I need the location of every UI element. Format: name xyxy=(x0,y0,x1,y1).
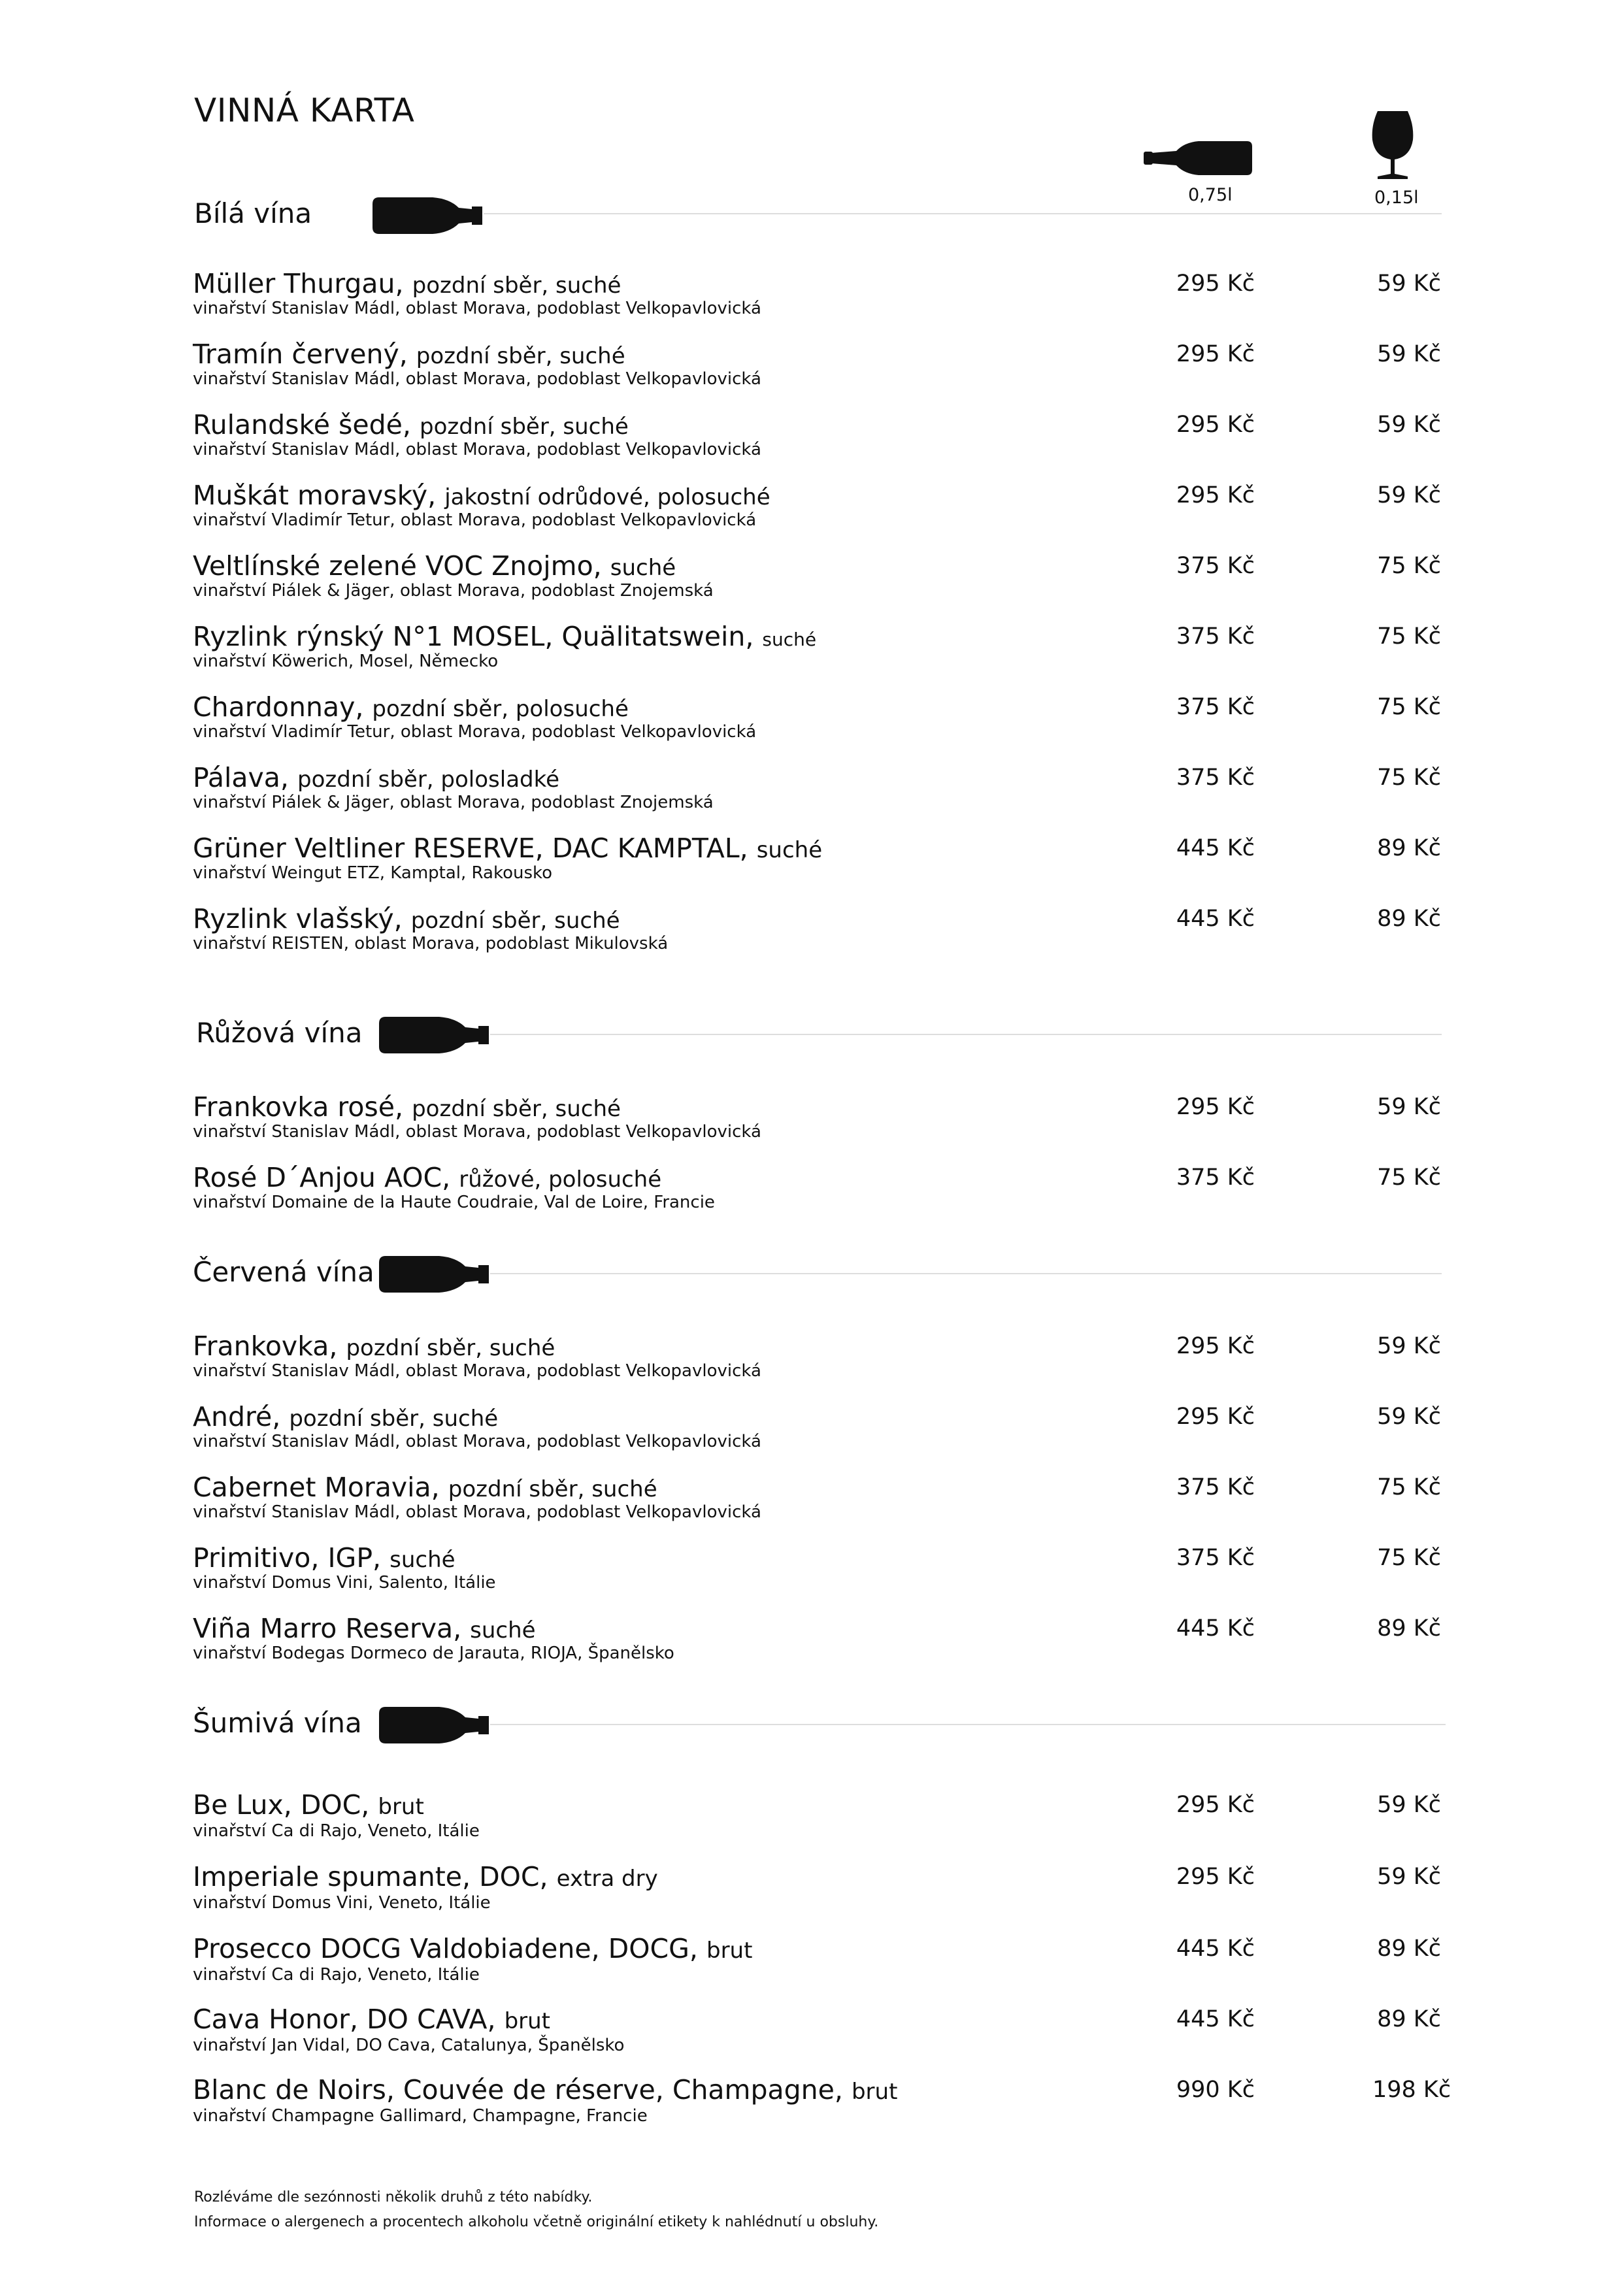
bottle-price: 375 Kč xyxy=(1176,765,1255,791)
glass-price: 59 Kč xyxy=(1377,482,1441,508)
wine-row xyxy=(193,2075,897,2105)
wine-row xyxy=(193,1934,752,1964)
glass-price: 75 Kč xyxy=(1377,765,1441,791)
wine-desc: brut xyxy=(706,1938,753,1964)
glass-price: 89 Kč xyxy=(1377,835,1441,861)
winery-info: vinařství Köwerich, Mosel, Německo xyxy=(193,652,499,671)
winery-info: vinařství Bodegas Dormeco de Jarauta, RIOJA, Španělsko xyxy=(193,1643,674,1663)
bottle-price: 295 Kč xyxy=(1176,1094,1255,1120)
wine-desc: pozdní sběr, suché xyxy=(448,1476,657,1502)
wine-bottle-icon xyxy=(1144,139,1253,178)
winery-info: vinařství Ca di Rajo, Veneto, Itálie xyxy=(193,1965,480,1985)
winery-info: vinařství Domus Vini, Salento, Itálie xyxy=(193,1573,496,1593)
bottle-price: 375 Kč xyxy=(1176,1164,1255,1191)
wine-desc: suché xyxy=(756,837,823,863)
section-divider xyxy=(490,1724,1446,1725)
winery-info: vinařství Stanislav Mádl, oblast Morava, podoblast Velkopavlovická xyxy=(193,299,761,318)
bottle-price: 295 Kč xyxy=(1176,341,1255,367)
winery-info: vinařství Stanislav Mádl, oblast Morava, podoblast Velkopavlovická xyxy=(193,1432,761,1451)
wine-desc: suché xyxy=(470,1617,536,1643)
wine-name: Ryzlink rýnský N°1 MOSEL, Quälitatswein, xyxy=(193,621,754,652)
glass-price: 59 Kč xyxy=(1377,341,1441,367)
glass-price: 75 Kč xyxy=(1377,1545,1441,1571)
glass-price: 59 Kč xyxy=(1377,1333,1441,1359)
bottle-price: 295 Kč xyxy=(1176,482,1255,508)
section-title-red: Červená vína xyxy=(193,1256,374,1288)
section-title-sparkling: Šumivá vína xyxy=(193,1707,362,1739)
bottle-icon xyxy=(379,1707,489,1743)
wine-row xyxy=(193,1332,555,1361)
wine-desc: pozdní sběr, suché xyxy=(410,908,620,934)
glass-price: 59 Kč xyxy=(1377,1864,1441,1890)
wine-name: Cabernet Moravia, xyxy=(193,1472,440,1503)
glass-price: 89 Kč xyxy=(1377,1936,1441,1962)
wine-name: Cava Honor, DO CAVA, xyxy=(193,2004,496,2035)
bottle-volume-label: 0,75l xyxy=(1188,185,1233,205)
wine-name: Müller Thurgau, xyxy=(193,268,404,299)
wine-row xyxy=(193,410,629,440)
wine-row xyxy=(193,1862,658,1892)
winery-info: vinařství Stanislav Mádl, oblast Morava, podoblast Velkopavlovická xyxy=(193,1122,761,1142)
bottle-price: 375 Kč xyxy=(1176,623,1255,650)
wine-row xyxy=(193,1544,456,1573)
wine-name: Chardonnay, xyxy=(193,691,364,723)
wine-desc: suché xyxy=(389,1547,456,1573)
wine-desc: extra dry xyxy=(556,1866,658,1892)
glass-price: 75 Kč xyxy=(1377,1474,1441,1500)
wine-row xyxy=(193,1163,661,1193)
wine-desc: pozdní sběr, suché xyxy=(289,1406,499,1432)
winery-info: vinařství Vladimír Tetur, oblast Morava, podoblast Velkopavlovická xyxy=(193,510,757,530)
bottle-price: 375 Kč xyxy=(1176,694,1255,720)
wine-row xyxy=(193,340,625,369)
wine-row xyxy=(193,904,620,934)
wine-name: Rulandské šedé, xyxy=(193,409,411,440)
bottle-icon xyxy=(373,197,482,234)
glass-price: 59 Kč xyxy=(1377,1792,1441,1818)
wine-glass-icon xyxy=(1370,110,1416,180)
glass-price: 59 Kč xyxy=(1377,1404,1441,1430)
wine-desc: suché xyxy=(762,629,817,650)
bottle-price: 445 Kč xyxy=(1176,835,1255,861)
section-divider xyxy=(490,1034,1442,1035)
section-divider xyxy=(490,1273,1442,1274)
winery-info: vinařství Stanislav Mádl, oblast Morava, podoblast Velkopavlovická xyxy=(193,369,761,389)
bottle-price: 295 Kč xyxy=(1176,1792,1255,1818)
section-title-rose: Růžová vína xyxy=(196,1017,363,1049)
bottle-price: 445 Kč xyxy=(1176,1936,1255,1962)
bottle-price: 295 Kč xyxy=(1176,412,1255,438)
wine-row xyxy=(193,1791,424,1820)
wine-name: Ryzlink vlašský, xyxy=(193,903,403,934)
wine-row xyxy=(193,622,816,652)
section-title-white: Bílá vína xyxy=(194,197,312,229)
wine-name: Imperiale spumante, DOC, xyxy=(193,1861,548,1892)
winery-info: vinařství Weingut ETZ, Kamptal, Rakousko xyxy=(193,863,553,883)
wine-desc: pozdní sběr, polosladké xyxy=(297,767,560,793)
glass-price: 75 Kč xyxy=(1377,1164,1441,1191)
wine-row xyxy=(193,269,621,299)
winery-info: vinařství Piálek & Jäger, oblast Morava, podoblast Znojemská xyxy=(193,581,714,601)
section-divider xyxy=(484,213,1442,214)
glass-price: 89 Kč xyxy=(1377,906,1441,932)
bottle-price: 375 Kč xyxy=(1176,1474,1255,1500)
glass-price: 89 Kč xyxy=(1377,1615,1441,1642)
wine-desc: pozdní sběr, suché xyxy=(412,1096,621,1122)
glass-price: 59 Kč xyxy=(1377,271,1441,297)
wine-row xyxy=(193,552,676,581)
wine-row xyxy=(193,693,629,722)
wine-row xyxy=(193,1614,536,1643)
wine-desc: brut xyxy=(378,1794,424,1820)
wine-desc: pozdní sběr, suché xyxy=(346,1335,555,1361)
bottle-price: 445 Kč xyxy=(1176,2006,1255,2032)
bottle-icon xyxy=(379,1256,489,1293)
winery-info: vinařství Ca di Rajo, Veneto, Itálie xyxy=(193,1821,480,1841)
winery-info: vinařství Stanislav Mádl, oblast Morava, podoblast Velkopavlovická xyxy=(193,440,761,459)
bottle-price: 375 Kč xyxy=(1176,553,1255,579)
glass-volume-label: 0,15l xyxy=(1374,188,1419,208)
wine-name: Rosé D´Anjou AOC, xyxy=(193,1162,451,1193)
wine-name: Prosecco DOCG Valdobiadene, DOCG, xyxy=(193,1933,698,1964)
winery-info: vinařství Stanislav Mádl, oblast Morava, podoblast Velkopavlovická xyxy=(193,1502,761,1522)
wine-name: Be Lux, DOC, xyxy=(193,1789,370,1821)
bottle-price: 295 Kč xyxy=(1176,1864,1255,1890)
glass-price: 75 Kč xyxy=(1377,553,1441,579)
winery-info: vinařství Champagne Gallimard, Champagne, Francie xyxy=(193,2106,648,2126)
wine-desc: brut xyxy=(504,2008,551,2034)
bottle-price: 295 Kč xyxy=(1176,1333,1255,1359)
wine-row xyxy=(193,481,771,510)
wine-desc: brut xyxy=(851,2079,898,2105)
wine-row xyxy=(193,834,822,863)
wine-name: Viña Marro Reserva, xyxy=(193,1613,462,1644)
wine-row xyxy=(193,1473,657,1502)
winery-info: vinařství REISTEN, oblast Morava, podoblast Mikulovská xyxy=(193,934,669,953)
winery-info: vinařství Jan Vidal, DO Cava, Catalunya, Španělsko xyxy=(193,2036,625,2055)
bottle-price: 295 Kč xyxy=(1176,1404,1255,1430)
winery-info: vinařství Vladimír Tetur, oblast Morava, podoblast Velkopavlovická xyxy=(193,722,757,742)
wine-row xyxy=(193,1093,621,1122)
wine-desc: jakostní odrůdové, polosuché xyxy=(444,484,771,510)
wine-name: Frankovka rosé, xyxy=(193,1091,404,1123)
wine-name: Tramín červený, xyxy=(193,338,408,370)
wine-desc: suché xyxy=(610,555,676,581)
bottle-price: 295 Kč xyxy=(1176,271,1255,297)
wine-desc: pozdní sběr, polosuché xyxy=(372,696,629,722)
wine-name: Primitivo, IGP, xyxy=(193,1542,382,1574)
winery-info: vinařství Piálek & Jäger, oblast Morava, podoblast Znojemská xyxy=(193,793,714,812)
wine-name: Blanc de Noirs, Couvée de réserve, Champagne, xyxy=(193,2074,843,2105)
bottle-icon xyxy=(379,1017,489,1053)
glass-price: 89 Kč xyxy=(1377,2006,1441,2032)
wine-row xyxy=(193,2005,550,2034)
bottle-price: 990 Kč xyxy=(1176,2077,1255,2103)
wine-desc: pozdní sběr, suché xyxy=(412,272,621,299)
glass-price: 59 Kč xyxy=(1377,1094,1441,1120)
wine-name: André, xyxy=(193,1401,281,1432)
winery-info: vinařství Stanislav Mádl, oblast Morava, podoblast Velkopavlovická xyxy=(193,1361,761,1381)
glass-price: 75 Kč xyxy=(1377,694,1441,720)
wine-name: Frankovka, xyxy=(193,1330,338,1362)
wine-desc: pozdní sběr, suché xyxy=(419,414,629,440)
wine-row xyxy=(193,763,559,793)
wine-desc: pozdní sběr, suché xyxy=(416,343,625,369)
page-title: VINNÁ KARTA xyxy=(194,91,415,129)
glass-price: 75 Kč xyxy=(1377,623,1441,650)
glass-price: 59 Kč xyxy=(1377,412,1441,438)
wine-name: Veltlínské zelené VOC Znojmo, xyxy=(193,550,602,582)
winery-info: vinařství Domus Vini, Veneto, Itálie xyxy=(193,1893,491,1913)
wine-desc: růžové, polosuché xyxy=(459,1166,662,1193)
footer-note: Rozléváme dle sezónnosti několik druhů z této nabídky. xyxy=(194,2189,593,2205)
bottle-price: 375 Kč xyxy=(1176,1545,1255,1571)
footer-note: Informace o alergenech a procentech alkoholu včetně originální etikety k nahlédnutí u obsluhy. xyxy=(194,2214,879,2230)
wine-name: Grüner Veltliner RESERVE, DAC KAMPTAL, xyxy=(193,833,748,864)
bottle-price: 445 Kč xyxy=(1176,1615,1255,1642)
winery-info: vinařství Domaine de la Haute Coudraie, Val de Loire, Francie xyxy=(193,1193,715,1212)
wine-name: Muškát moravský, xyxy=(193,480,437,511)
wine-name: Pálava, xyxy=(193,762,289,793)
bottle-price: 445 Kč xyxy=(1176,906,1255,932)
glass-price: 198 Kč xyxy=(1372,2077,1451,2103)
wine-row xyxy=(193,1402,498,1432)
